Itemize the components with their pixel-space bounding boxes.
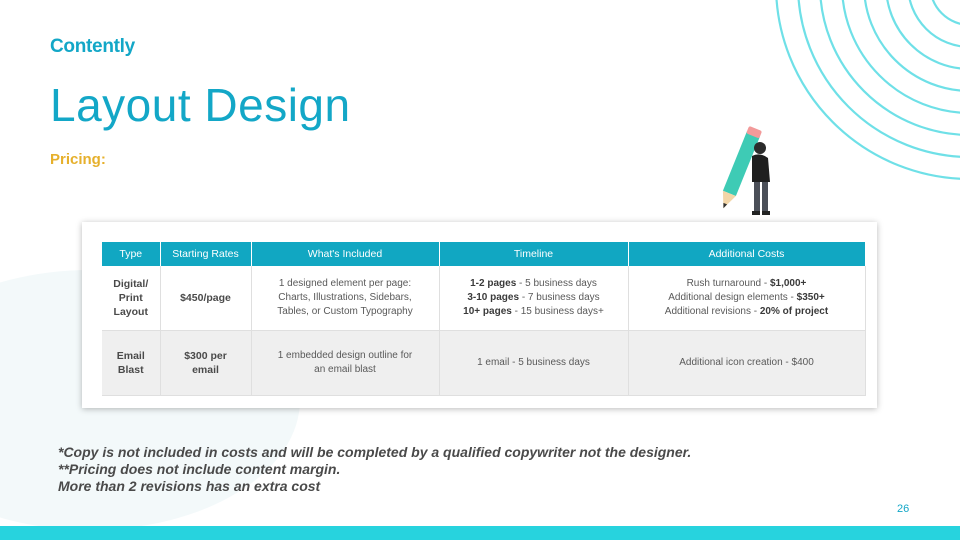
included-cell — [251, 266, 439, 331]
type-cell — [102, 331, 160, 396]
page-title: Layout Design — [50, 79, 351, 131]
table-row — [102, 331, 865, 396]
costs-cell — [628, 266, 865, 331]
costs-cell: Additional icon creation - $400 — [628, 331, 865, 396]
pricing-table — [102, 242, 866, 396]
decorative-arcs — [760, 0, 960, 190]
table-header-row — [102, 242, 865, 266]
type-line: Print — [118, 292, 143, 304]
pricing-card — [82, 222, 877, 408]
header-starting-rates: Starting Rates — [160, 242, 251, 266]
header-additional-costs: Additional Costs — [628, 242, 865, 266]
cost-text: Additional design elements - — [668, 292, 797, 303]
included-line: 1 embedded design outline for — [277, 350, 413, 361]
cost-bold: 20% of project — [759, 306, 829, 317]
rate-line: $300 per — [184, 350, 227, 362]
cost-line — [633, 305, 861, 319]
header-whats-included: What's Included — [251, 242, 439, 266]
header-timeline: Timeline — [439, 242, 628, 266]
footnotes — [58, 444, 738, 495]
type-line: Layout — [113, 306, 148, 318]
timeline-bold: 10+ pages — [463, 306, 512, 317]
rate-cell — [160, 331, 251, 396]
brand-logo: Contently — [50, 36, 135, 57]
person-with-pencil-illustration — [716, 126, 786, 226]
rate-cell: $450/page — [160, 266, 251, 331]
pricing-subtitle: Pricing: — [50, 151, 106, 168]
type-cell — [102, 266, 160, 331]
timeline-bold: 1-2 pages — [470, 278, 517, 289]
page-number: 26 — [897, 503, 910, 515]
rate-line: email — [192, 364, 219, 376]
cost-bold: $1,000+ — [769, 278, 807, 289]
timeline-cell — [439, 266, 628, 331]
header-type: Type — [102, 242, 160, 266]
timeline-line — [444, 305, 624, 319]
timeline-rest: - 5 business days — [516, 278, 597, 289]
cost-text: Additional revisions - — [664, 306, 760, 317]
timeline-bold: 3-10 pages — [467, 292, 520, 303]
timeline-line — [444, 277, 624, 291]
timeline-rest: - 7 business days — [519, 292, 600, 303]
included-line: an email blast — [314, 364, 376, 375]
footnote-revisions: More than 2 revisions has an extra cost — [58, 478, 321, 494]
type-line: Email — [116, 350, 145, 362]
timeline-line — [444, 291, 624, 305]
included-cell — [251, 331, 439, 396]
cost-line — [633, 291, 861, 305]
cost-line — [633, 277, 861, 291]
footnote-margin: **Pricing does not include content margin. — [58, 461, 341, 477]
footnote-copy: *Copy is not included in costs and will be completed by a qualified copywriter not the designer. — [58, 444, 692, 460]
cost-bold: $350+ — [796, 292, 825, 303]
included-line: Charts, Illustrations, Sidebars, — [278, 292, 412, 303]
timeline-rest: - 15 business days+ — [511, 306, 604, 317]
table-row — [102, 266, 865, 331]
type-line: Blast — [117, 364, 144, 376]
timeline-cell: 1 email - 5 business days — [439, 331, 628, 396]
included-line: Tables, or Custom Typography — [277, 306, 413, 317]
type-line: Digital/ — [113, 278, 149, 290]
included-line: 1 designed element per page: — [278, 278, 412, 289]
cost-text: Rush turnaround - — [686, 278, 770, 289]
footer-bar — [0, 526, 960, 540]
